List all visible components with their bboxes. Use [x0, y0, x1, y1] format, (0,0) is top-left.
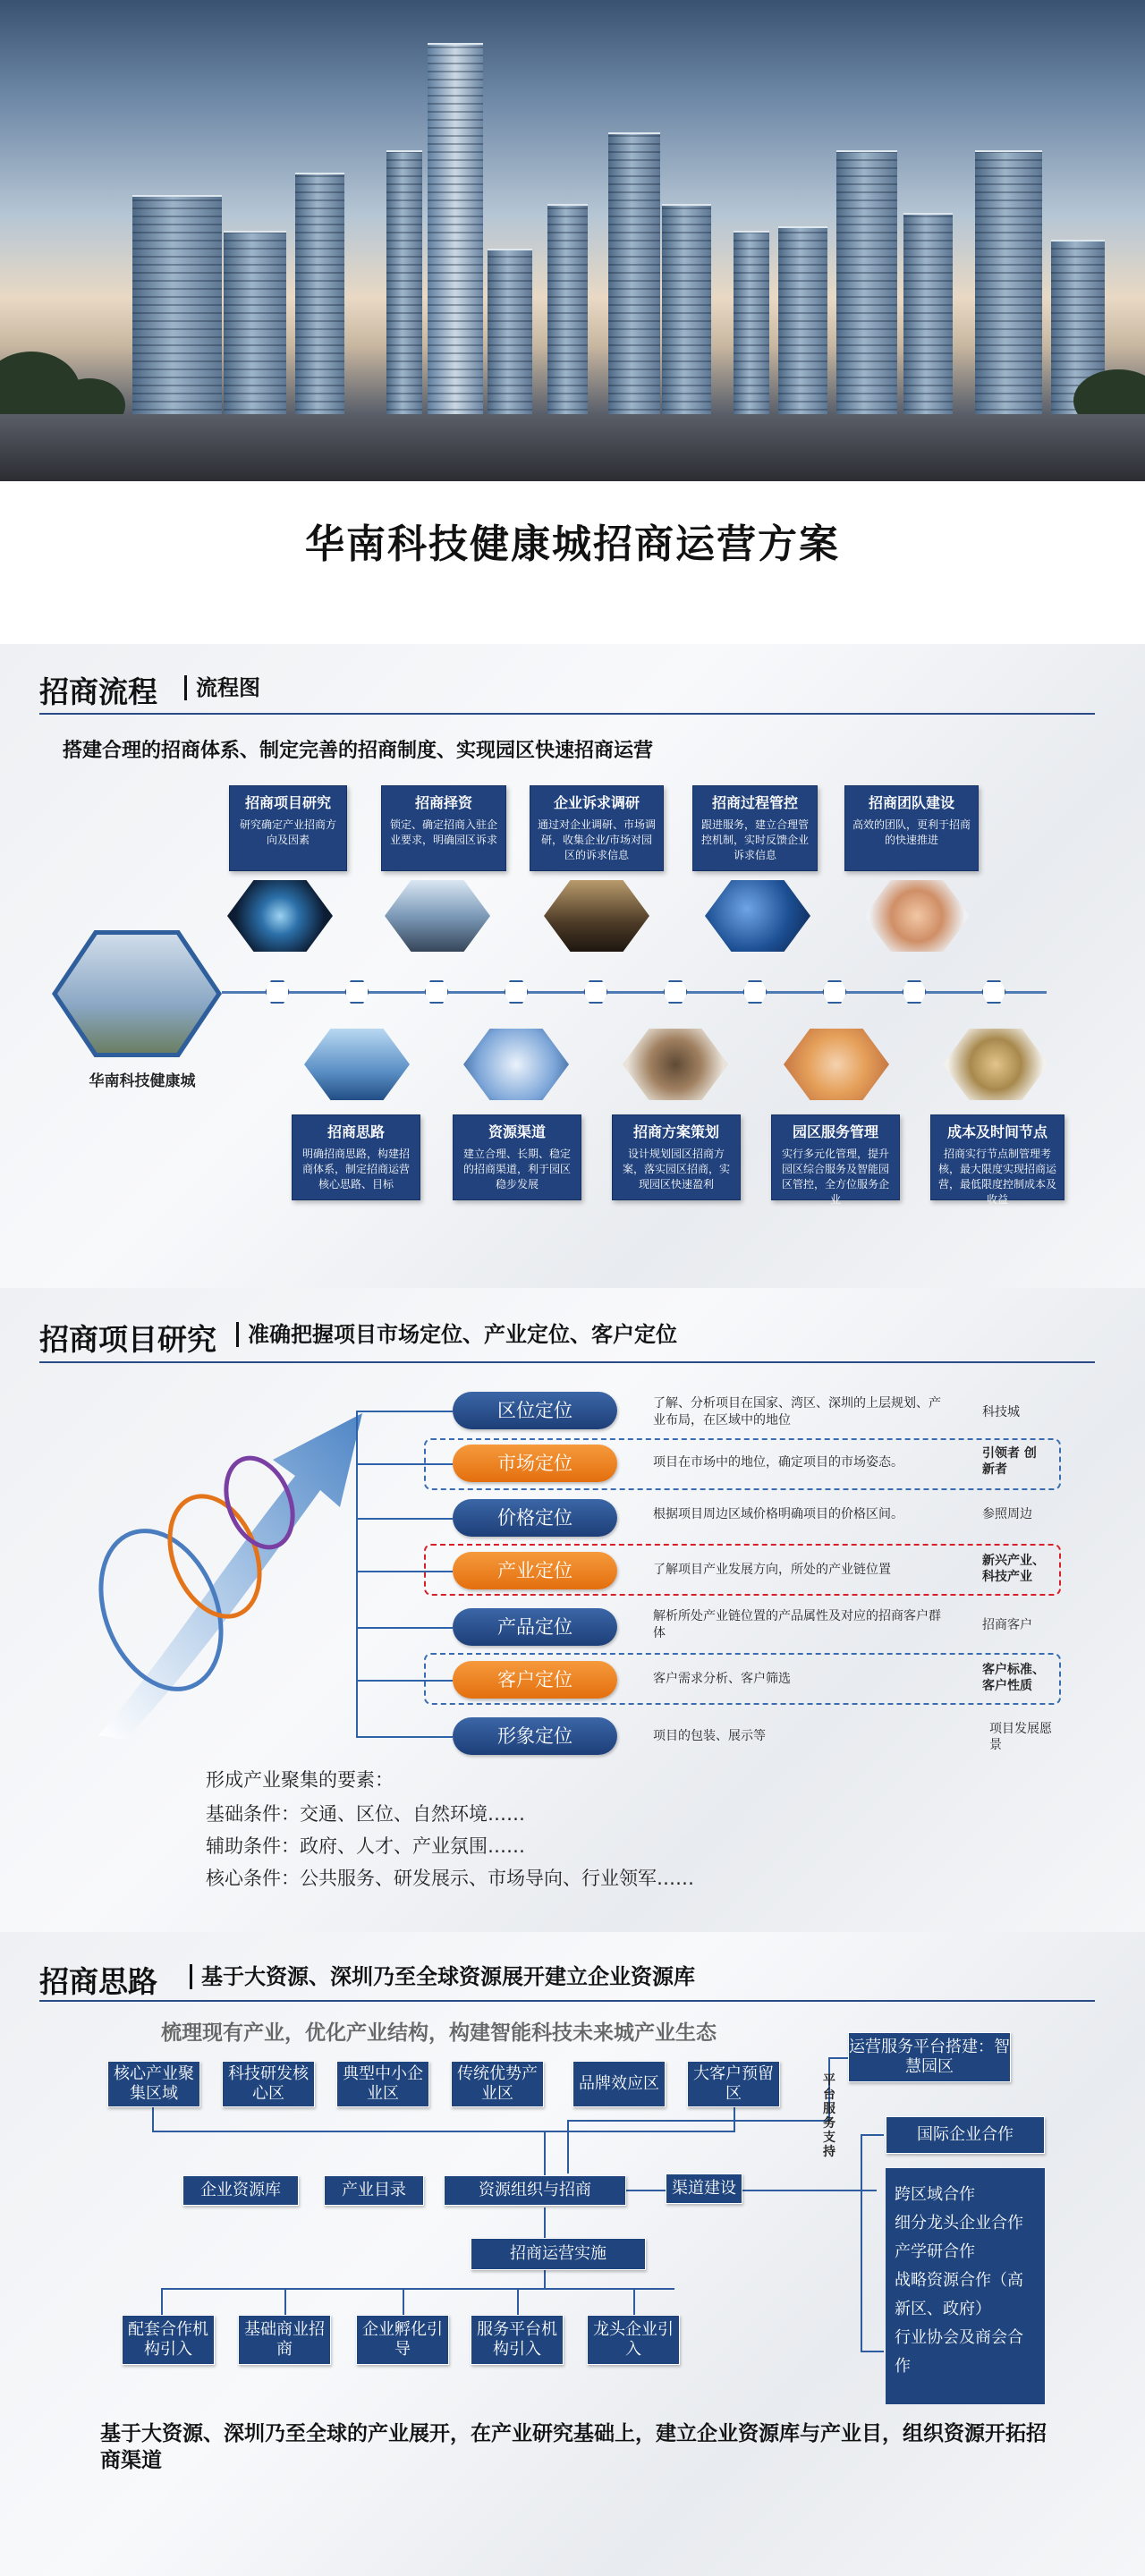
connector-line — [152, 2106, 154, 2131]
flow-card-bottom — [612, 1114, 741, 1200]
cooperation-item: 产学研合作 — [895, 2242, 975, 2261]
position-tag: 参照周边 — [982, 1507, 1032, 1521]
hero-image — [0, 0, 1145, 481]
flow-card-title: 企业诉求调研 — [553, 794, 640, 811]
flow-card-bottom — [771, 1114, 900, 1206]
flow-card-title: 招商团队建设 — [868, 794, 954, 811]
connector-line — [544, 2131, 546, 2181]
connector-line — [284, 2288, 286, 2315]
position-pill-price: 价格定位 — [453, 1499, 617, 1537]
introduce-box: 企业孵化引导 — [356, 2315, 449, 2365]
bracket-branch — [356, 1411, 453, 1412]
ideas-section-title: 招商思路 — [39, 1964, 157, 1999]
position-pill-product: 产品定位 — [453, 1608, 617, 1646]
position-desc: 了解项目产业发展方向，所处的产业链位置 — [653, 1563, 891, 1577]
cluster-element-item: 核心条件：公共服务、研发展示、市场导向、行业领军…… — [206, 1868, 694, 1889]
flow-section-title: 招商流程 — [39, 674, 157, 709]
connector-line — [734, 2106, 735, 2131]
connector-line — [567, 2120, 569, 2174]
cluster-elements-heading: 形成产业聚集的要素： — [206, 1769, 394, 1791]
zone-box: 传统优势产业区 — [451, 2061, 544, 2107]
connector-line — [861, 2134, 862, 2352]
ideas-summary: 基于大资源、深圳乃至全球的产业展开，在产业研究基础上，建立企业资源库与产业目，组织资源开拓招商渠道 — [100, 2422, 1047, 2472]
flow-card-top — [229, 785, 347, 871]
resource-library-box: 企业资源库 — [182, 2175, 299, 2206]
flow-card-title: 成本及时间节点 — [946, 1123, 1047, 1140]
position-desc: 项目在市场中的地位，确定项目的市场姿态。 — [653, 1455, 903, 1470]
flow-card-desc: 实行多元化管理，提升园区综合服务及智能园区管控，全方位服务企业 — [781, 1148, 889, 1206]
flow-card-title: 招商方案策划 — [632, 1123, 719, 1140]
flow-card-title: 招商择资 — [414, 794, 472, 811]
origin-label: 华南科技健康城 — [89, 1072, 196, 1090]
implementation-box: 招商运营实施 — [471, 2238, 646, 2270]
introduce-box: 基础商业招商 — [238, 2315, 331, 2365]
connector-line — [567, 2120, 828, 2122]
flow-card-desc: 通过对企业调研、市场调研，收集企业/市场对园区的诉求信息 — [538, 818, 657, 861]
connector-line — [161, 2288, 163, 2315]
ideas-section-subtitle: 基于大资源、深圳乃至全球资源展开建立企业资源库 — [190, 1964, 695, 1989]
zone-box: 核心产业聚集区域 — [107, 2061, 200, 2107]
connector-line — [861, 2134, 884, 2136]
flow-card-top — [530, 785, 664, 871]
introduce-box: 配套合作机构引入 — [122, 2315, 215, 2365]
introduce-box: 龙头企业引入 — [587, 2315, 680, 2365]
flow-card-bottom — [453, 1114, 581, 1200]
cooperation-item: 战略资源合作（高新区、政府） — [895, 2271, 1023, 2318]
flow-lead-text: 搭建合理的招商体系、制定完善的招商制度、实现园区快速招商运营 — [63, 740, 654, 762]
connector-line — [861, 2351, 884, 2352]
flow-card-title: 招商过程管控 — [711, 794, 798, 811]
zone-box: 品牌效应区 — [572, 2061, 666, 2107]
position-desc: 了解、分析项目在国家、湾区、深圳的上层规划、产业布局，在区域中的地位 — [653, 1396, 941, 1428]
flow-card-desc: 设计规划园区招商方案，落实园区招商，实现园区快速盈利 — [622, 1148, 730, 1191]
research-section-subtitle: 准确把握项目市场定位、产业定位、客户定位 — [236, 1322, 677, 1347]
platform-box: 运营服务平台搭建：智慧园区 — [848, 2032, 1011, 2082]
flow-divider — [39, 713, 1095, 715]
cluster-element-item: 基础条件：交通、区位、自然环境…… — [206, 1803, 525, 1825]
position-pill-customer: 客户定位 — [453, 1661, 617, 1699]
flow-card-desc: 高效的团队，更利于招商的快速推进 — [852, 818, 971, 846]
position-tag: 招商客户 — [982, 1618, 1032, 1632]
platform-support-label: 平台服务支持 — [823, 2073, 835, 2159]
flow-card-top — [844, 785, 979, 871]
connector-line — [626, 2190, 666, 2191]
connector-line — [161, 2288, 674, 2290]
flow-card-desc: 跟进服务，建立合理管控机制，实时反馈企业诉求信息 — [700, 818, 809, 861]
flow-section-subtitle: 流程图 — [184, 675, 260, 700]
research-bracket — [356, 1411, 358, 1737]
flow-card-desc: 招商实行节点制管理考核，最大限度实现招商运营，最低限度控制成本及收益 — [938, 1148, 1057, 1206]
cooperation-list — [886, 2168, 1045, 2404]
zone-box: 典型中小企业区 — [336, 2061, 429, 2107]
flow-card-title: 招商思路 — [327, 1123, 385, 1140]
flow-card-bottom — [930, 1114, 1064, 1206]
flow-card-desc: 建立合理、长期、稳定的招商渠道，利于园区稳步发展 — [462, 1148, 571, 1191]
flow-card-desc: 研究确定产业招商方向及因素 — [239, 818, 336, 846]
research-divider — [39, 1361, 1095, 1363]
flow-card-title: 招商项目研究 — [244, 794, 331, 811]
flow-card-bottom — [292, 1114, 420, 1200]
position-desc: 根据项目周边区域价格明确项目的价格区间。 — [653, 1507, 903, 1521]
channel-building-box: 渠道建设 — [666, 2174, 742, 2204]
zone-box: 大客户预留区 — [687, 2061, 780, 2107]
cooperation-item: 细分龙头企业合作 — [895, 2214, 1023, 2233]
bracket-branch — [356, 1627, 453, 1629]
ideas-lead-text: 梳理现有产业，优化产业结构，构建智能科技未来城产业生态 — [161, 2021, 717, 2045]
flow-card-title: 园区服务管理 — [792, 1123, 878, 1140]
resource-organizing-box: 资源组织与招商 — [444, 2175, 626, 2206]
connector-line — [633, 2288, 635, 2315]
position-pill-industry: 产业定位 — [453, 1552, 617, 1589]
cooperation-item: 跨区域合作 — [895, 2185, 975, 2204]
position-tag: 新兴产业、科技产业 — [982, 1554, 1045, 1584]
connector-line — [152, 2131, 735, 2132]
position-tag: 引领者 创新者 — [982, 1446, 1037, 1477]
industry-catalog-box: 产业目录 — [324, 2175, 424, 2206]
introduce-box: 服务平台机构引入 — [471, 2315, 564, 2365]
flow-card-top — [692, 785, 818, 871]
flow-card-top — [381, 785, 506, 871]
connector-line — [403, 2288, 404, 2315]
position-desc: 客户需求分析、客户筛选 — [653, 1672, 791, 1686]
intl-cooperation-box: 国际企业合作 — [886, 2116, 1045, 2154]
connector-line — [742, 2190, 877, 2191]
position-tag: 项目发展愿景 — [989, 1722, 1052, 1752]
growth-arrow-graphic — [89, 1395, 385, 1744]
cluster-element-item: 辅助条件：政府、人才、产业氛围…… — [206, 1835, 525, 1857]
flow-card-desc: 明确招商思路，构建招商体系，制定招商运营核心思路、目标 — [301, 1148, 410, 1191]
position-desc: 解析所处产业链位置的产品属性及对应的招商客户群体 — [653, 1609, 941, 1640]
position-pill-location: 区位定位 — [453, 1392, 617, 1429]
connector-line — [828, 2057, 848, 2059]
research-section-title: 招商项目研究 — [39, 1322, 216, 1357]
bracket-branch — [356, 1518, 453, 1520]
ideas-divider — [39, 2000, 1095, 2002]
flow-card-title: 资源渠道 — [488, 1123, 546, 1140]
bracket-branch — [356, 1736, 453, 1738]
zone-box: 科技研发核心区 — [222, 2061, 315, 2107]
flow-card-desc: 锁定、确定招商入驻企业要求，明确园区诉求 — [389, 818, 497, 846]
connector-line — [544, 2270, 546, 2290]
cooperation-item: 行业协会及商会合作 — [895, 2328, 1023, 2376]
position-pill-image: 形象定位 — [453, 1717, 617, 1755]
position-tag: 科技城 — [982, 1405, 1020, 1419]
position-pill-market: 市场定位 — [453, 1445, 617, 1482]
connector-line — [517, 2288, 519, 2315]
position-desc: 项目的包装、展示等 — [653, 1729, 766, 1743]
page-title: 华南科技健康城招商运营方案 — [305, 521, 840, 567]
position-tag: 客户标准、客户性质 — [982, 1663, 1045, 1693]
